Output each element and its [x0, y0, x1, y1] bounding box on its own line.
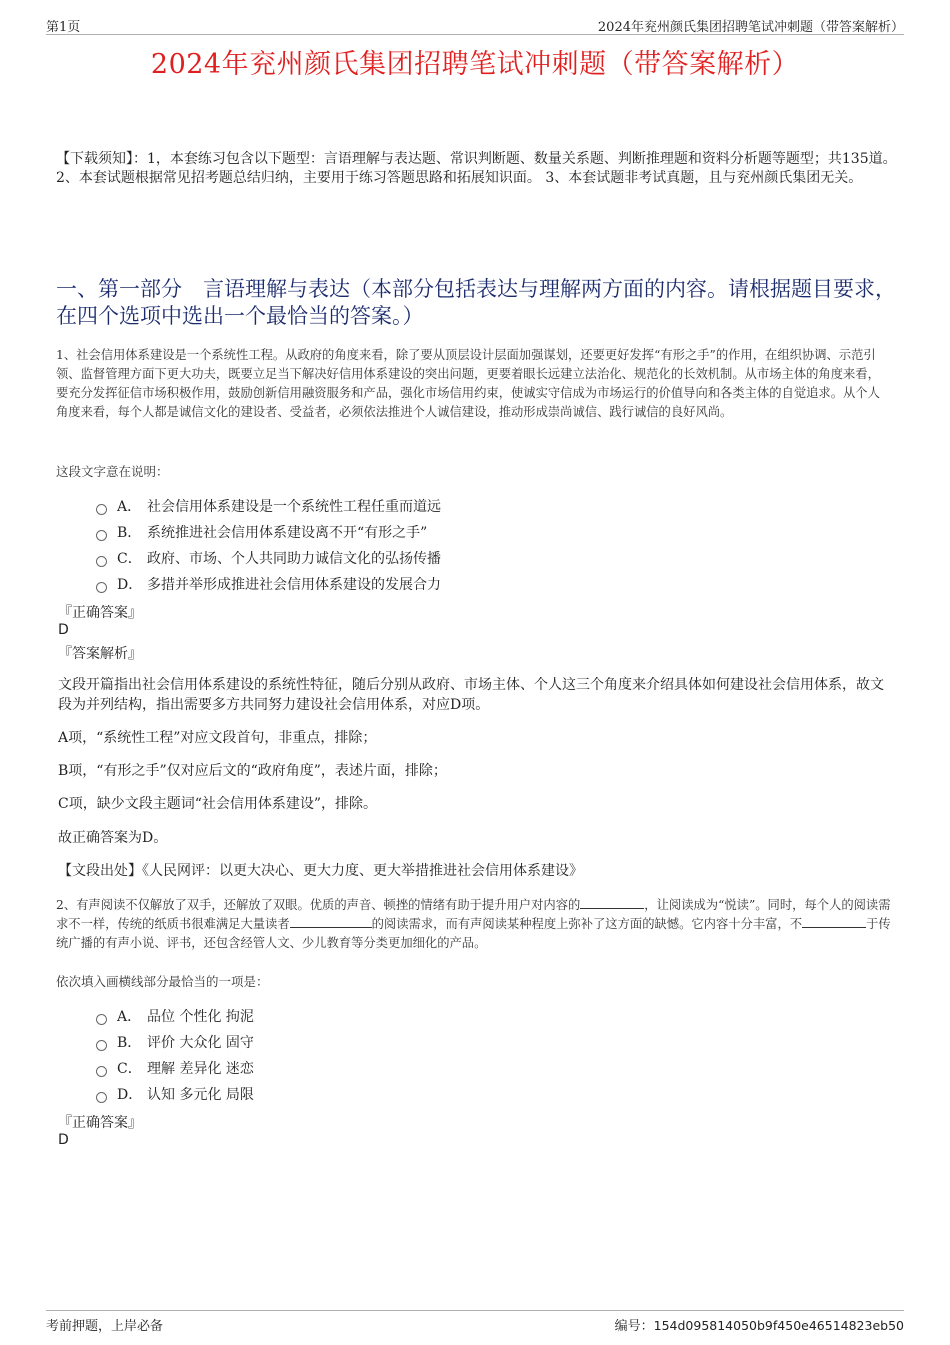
blank-2	[290, 915, 372, 928]
question-1-prompt: 这段文字意在说明：	[56, 464, 169, 479]
option-d[interactable]: D． 多措并举形成推进社会信用体系建设的发展合力	[96, 571, 441, 597]
blank-3	[802, 915, 866, 928]
header-doc-title: 2024年兖州颜氏集团招聘笔试冲刺题（带答案解析）	[597, 20, 904, 35]
radio-icon[interactable]	[96, 1092, 107, 1103]
analysis-line-a: A项，“系统性工程”对应文段首句，非重点，排除；	[58, 730, 377, 746]
download-notice: 【下载须知】：1，本套练习包含以下题型：言语理解与表达题、常识判断题、数量关系题、判断推理题和资料分析题等题型；共135道。 2、本套试题根据常见招考题总结归纳，主要用于练习答题思路和拓展知识面。 3、本套试题非考试真题，且与兖州颜氏集团无关。	[56, 151, 897, 186]
page-header	[46, 14, 904, 35]
answer-label: 『正确答案』	[58, 605, 142, 621]
analysis-source: 【文段出处】《人民网评：以更大决心、更大力度、更大举措推进社会信用体系建设》	[58, 863, 583, 879]
footer-slogan: 考前押题，上岸必备	[46, 1319, 164, 1334]
option-a[interactable]: A． 品位 个性化 拘泥	[96, 1003, 254, 1029]
radio-icon[interactable]	[96, 504, 107, 515]
question-2-prompt: 依次填入画横线部分最恰当的一项是：	[56, 974, 269, 989]
radio-icon[interactable]	[96, 530, 107, 541]
analysis-conclusion: 故正确答案为D。	[58, 830, 168, 846]
analysis-label: 『答案解析』	[58, 646, 142, 662]
question-1-text: 1、社会信用体系建设是一个系统性工程。从政府的角度来看，除了要从顶层设计层面加强谋划，还要更好发挥“有形之手”的作用，在组织协调、示范引领、监督管理方面下更大功夫，既要立足当下解决好信用体系建设的突出问题，更要着眼长远建立法治化、规范化的长效机制。从市场主体的角度来看，要充分发挥征信市场积极作用，鼓励创新信用融资服务和产品，强化市场信用约束，使诚实守信成为市场运行的价值导向和各类主体的自觉追求。从个人角度来看，每个人都是诚信文化的建设者、受益者，必须依法推进个人诚信建设，推动形成崇尚诚信、践行诚信的良好风尚。	[56, 348, 880, 419]
option-b[interactable]: B． 评价 大众化 固守	[96, 1029, 254, 1055]
page-footer	[46, 1310, 904, 1333]
radio-icon[interactable]	[96, 1066, 107, 1077]
answer-label: 『正确答案』	[58, 1115, 142, 1131]
analysis-paragraph: 文段开篇指出社会信用体系建设的系统性特征，随后分别从政府、市场主体、个人这三个角度来介绍具体如何建设社会信用体系，故文段为并列结构，指出需要多方共同努力建设社会信用体系，对应D项。	[58, 677, 884, 713]
page-number: 第1页	[46, 20, 81, 35]
question-1-options	[96, 493, 441, 597]
option-d[interactable]: D． 认知 多元化 局限	[96, 1081, 254, 1107]
radio-icon[interactable]	[96, 556, 107, 567]
section-heading: 一、第一部分 言语理解与表达（本部分包括表达与理解两方面的内容。请根据题目要求，在四个选项中选出一个最恰当的答案。）	[56, 277, 896, 328]
option-a[interactable]: A． 社会信用体系建设是一个系统性工程任重而道远	[96, 493, 441, 519]
analysis-line-c: C项，缺少文段主题词“社会信用体系建设”，排除。	[58, 796, 378, 812]
option-b[interactable]: B． 系统推进社会信用体系建设离不开“有形之手”	[96, 519, 441, 545]
blank-1	[580, 896, 644, 909]
answer-value: D	[58, 622, 69, 638]
analysis-line-b: B项，“有形之手”仅对应后文的“政府角度”，表述片面，排除；	[58, 763, 447, 779]
radio-icon[interactable]	[96, 1014, 107, 1025]
option-c[interactable]: C． 政府、市场、个人共同助力诚信文化的弘扬传播	[96, 545, 441, 571]
footer-code: 编号：154d095814050b9f450e46514823eb50	[614, 1318, 904, 1334]
option-c[interactable]: C． 理解 差异化 迷恋	[96, 1055, 254, 1081]
question-2-options	[96, 1003, 254, 1107]
radio-icon[interactable]	[96, 582, 107, 593]
answer-value: D	[58, 1132, 69, 1148]
page-title: 2024年兖州颜氏集团招聘笔试冲刺题（带答案解析）	[150, 49, 800, 80]
question-2-text: 2、有声阅读不仅解放了双手，还解放了双眼。优质的声音、顿挫的情绪有助于提升用户对内容的 ，让阅读成为“悦读”。同时，每个人的阅读需求不一样，传统的纸质书很难满足大量读者 的阅读需求，而有声阅读某种程度上弥补了这方面的缺憾。它内容十分丰富，不 于传统广播的有声小说、评书，还包含经管人文、少儿教育等分类更加细化的产品。	[56, 898, 891, 950]
radio-icon[interactable]	[96, 1040, 107, 1051]
